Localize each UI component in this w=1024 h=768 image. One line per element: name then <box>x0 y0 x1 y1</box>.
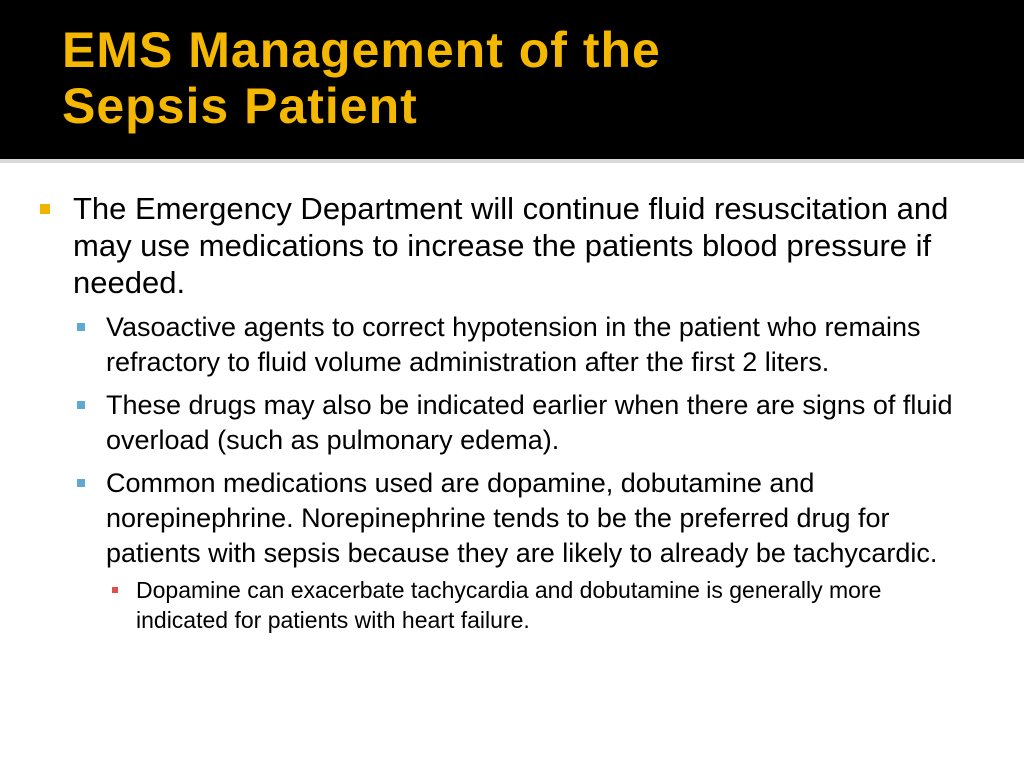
sub-bullet-item <box>73 388 1004 458</box>
sub-sub-bullet-text: Dopamine can exacerbate tachycardia and dobutamine is generally more indicated for patients with heart failure. <box>136 577 882 633</box>
square-bullet-icon <box>112 587 118 593</box>
square-bullet-icon <box>40 204 50 214</box>
title-divider <box>0 159 1024 163</box>
square-bullet-icon <box>77 401 85 409</box>
bullet-list <box>0 190 1024 635</box>
sub-bullet-item <box>73 466 1004 635</box>
sub-sub-bullet-list <box>106 575 984 635</box>
slide-title <box>62 22 962 134</box>
sub-bullet-text: Vasoactive agents to correct hypotension in the patient who remains refractory to fluid volume administration after the first 2 liters. <box>106 312 921 377</box>
sub-bullet-text: Common medications used are dopamine, dobutamine and norepinephrine. Norepinephrine tends to be the preferred drug for patients with sepsis because they are likely to already be tachycardic. <box>106 468 938 568</box>
square-bullet-icon <box>77 323 85 331</box>
slide-title-line-2: Sepsis Patient <box>62 78 418 134</box>
bullet-text: The Emergency Department will continue fluid resuscitation and may use medications to increase the patients blood pressure if needed. <box>73 191 949 300</box>
sub-bullet-text: These drugs may also be indicated earlier when there are signs of fluid overload (such as pulmonary edema). <box>106 390 953 455</box>
sub-sub-bullet-item <box>106 575 984 635</box>
slide-title-line-1: EMS Management of the <box>62 22 661 78</box>
square-bullet-icon <box>77 479 85 487</box>
sub-bullet-list <box>73 310 1004 635</box>
slide-content <box>0 190 1024 643</box>
sub-bullet-item <box>73 310 1004 380</box>
bullet-item <box>0 190 1024 635</box>
